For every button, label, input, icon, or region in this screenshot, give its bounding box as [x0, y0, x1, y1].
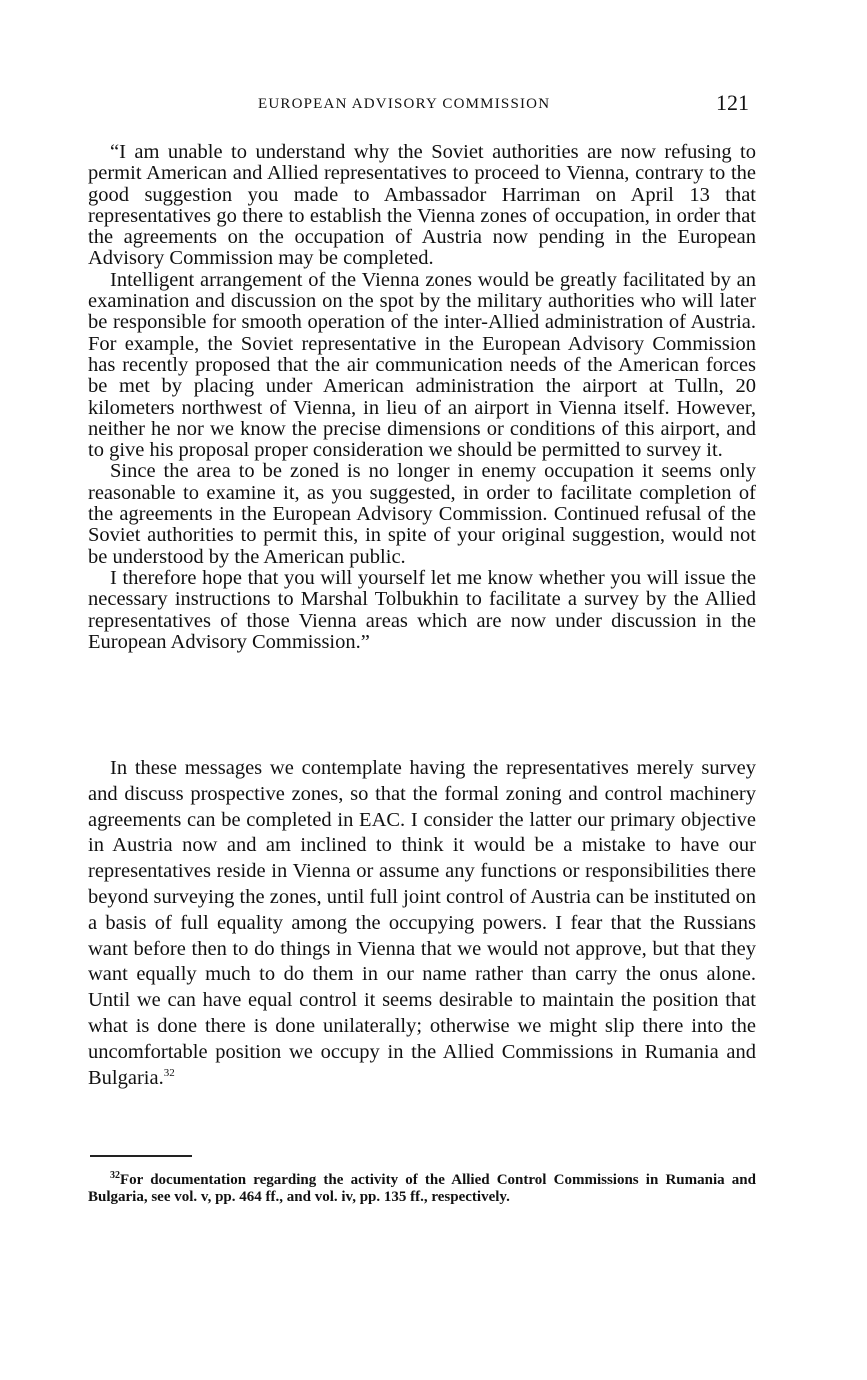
footnote-text: For documentation regarding the activity of the Allied Control Commissions in Rumania and Bulgaria, see vol. v, pp. 464 ff., and vol. iv, pp. 135 ff., respectively. [88, 1172, 756, 1205]
body-paragraph-text: In these messages we contemplate having the representatives merely survey and discuss prospective zones, so that the formal zoning and control machinery agreements can be completed in EAC. I consider the latter our primary objective in Austria now and am inclined to think it would be a mistake to have our representatives reside in Vienna or assume any functions or responsibilities there beyond surveying the zones, until full joint control of Austria can be instituted on a basis of full equality among the occupying powers. I fear that the Russians want before then to do things in Vienna that we would not approve, but that they want equally much to do them in our name rather than carry the onus alone. Until we can have equal control it seems desirable to maintain the position that what is done there is done unilaterally; otherwise we might slip there into the uncomfortable position we occupy in the Allied Commissions in Rumania and Bulgaria. [88, 757, 756, 1089]
quote-paragraph-3: Since the area to be zoned is no longer in enemy occupation it seems only reasonable to examine it, as you suggested, in order to facilitate completion of the agreements in the European Advisory Commission. Continued refusal of the Soviet authorities to permit this, in spite of your original suggestion, would not be understood by the American public. [88, 460, 756, 568]
body-paragraph [88, 756, 756, 1091]
quote-paragraph-4: I therefore hope that you will yourself let me know whether you will issue the necessary instructions to Marshal Tolbukhin to facilitate a survey by the Allied representatives of those Vienna areas which are now under discussion in the European Advisory Commission.” [88, 566, 756, 653]
page-number: 121 [716, 90, 749, 115]
quoted-message [88, 142, 756, 653]
body-text [88, 756, 756, 1091]
quote-paragraph-1: “I am unable to understand why the Soviet authorities are now refusing to permit American and Allied representatives to proceed to Vienna, contrary to the good suggestion you made to Ambassador Harriman on April 13 that representatives go there to establish the Vienna zones of occupation, in order that the agreements on the occupation of Austria now pending in the European Advisory Commission may be completed. [88, 141, 756, 270]
quote-paragraph-2: Intelligent arrangement of the Vienna zones would be greatly facilitated by an examination and discussion on the spot by the military authorities who will later be responsible for smooth operation of the inter-Allied administration of Austria. For example, the Soviet representative in the European Advisory Commission has recently proposed that the air communication needs of the American forces be met by placing under American administration the airport at Tulln, 20 kilometers northwest of Vienna, in lieu of an airport in Vienna itself. However, neither he nor we know the precise dimensions or conditions of this airport, and to give his proposal proper consideration we should be permitted to survey it. [88, 268, 756, 462]
running-title: EUROPEAN ADVISORY COMMISSION [258, 96, 551, 112]
footnote-reference: 32 [163, 1066, 175, 1079]
footnote-divider [90, 1155, 192, 1157]
footnote-marker: 32 [110, 1170, 120, 1181]
footnote [88, 1172, 756, 1206]
